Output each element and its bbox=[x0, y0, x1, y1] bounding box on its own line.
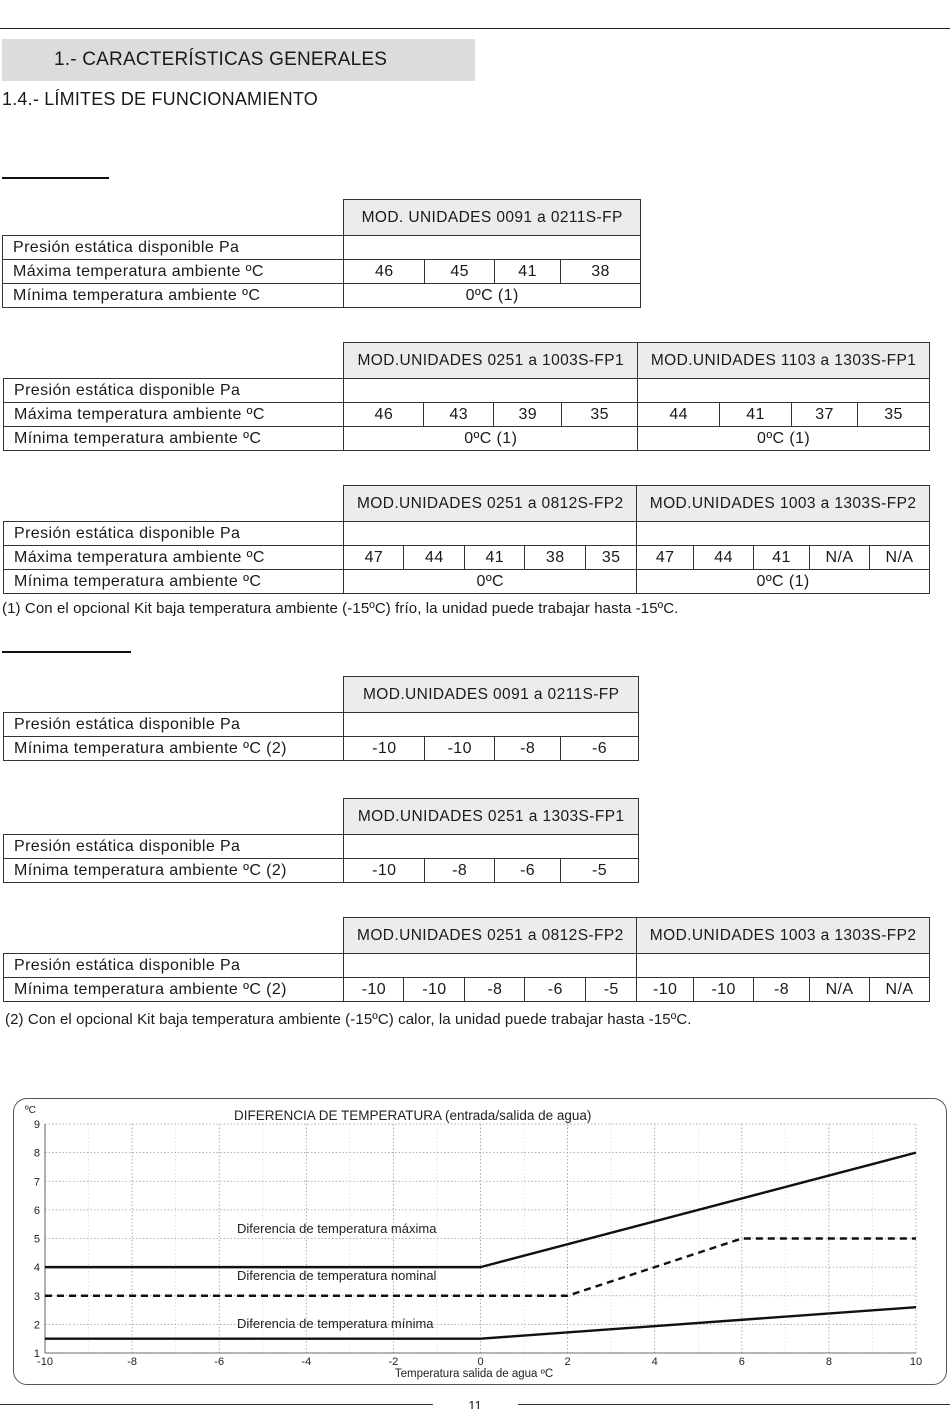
row-label-pressure: Presión estática disponible Pa bbox=[4, 379, 344, 403]
heating-limits-table-3 bbox=[3, 917, 930, 1002]
min-temp-cell: -8 bbox=[754, 978, 810, 1002]
x-axis-label: Temperatura salida de agua ºC bbox=[394, 1368, 554, 1380]
pressure-cell bbox=[344, 236, 641, 260]
y-tick-label: 9 bbox=[33, 1119, 40, 1131]
min-temp-cell: 0ºC bbox=[344, 570, 637, 594]
pressure-cell bbox=[344, 954, 637, 978]
max-temp-cell: 35 bbox=[562, 403, 638, 427]
max-temp-cell: 45 bbox=[425, 260, 495, 284]
row-label-min-temp: Mínima temperatura ambiente ºC bbox=[3, 284, 344, 308]
heating-footnote: (2) Con el opcional Kit baja temperatura ambiente (-15ºC) calor, la unidad puede trabajar hasta -15ºC. bbox=[5, 1011, 692, 1028]
chart-title: DIFERENCIA DE TEMPERATURA (entrada/salida de agua) bbox=[234, 1108, 592, 1123]
series-label: Diferencia de temperatura máxima bbox=[237, 1221, 437, 1236]
pressure-cell bbox=[637, 522, 930, 546]
min-temp-cell: 0ºC (1) bbox=[638, 427, 930, 451]
cooling-heading-rule bbox=[2, 177, 109, 179]
model-header: MOD.UNIDADES 0091 a 0211S-FP bbox=[344, 677, 639, 713]
min-temp-cell: -10 bbox=[404, 978, 465, 1002]
pressure-cell bbox=[344, 835, 639, 859]
model-header: MOD.UNIDADES 0251 a 0812S-FP2 bbox=[344, 486, 637, 522]
min-temp-cell: -8 bbox=[465, 978, 525, 1002]
y-tick-label: 8 bbox=[33, 1147, 40, 1160]
y-tick-label: 1 bbox=[33, 1348, 40, 1360]
min-temp-cell: -5 bbox=[561, 859, 639, 883]
series-line bbox=[45, 1307, 916, 1338]
row-label-max-temp: Máxima temperatura ambiente ºC bbox=[4, 403, 344, 427]
x-tick-label: -8 bbox=[127, 1356, 137, 1368]
max-temp-cell: 46 bbox=[344, 403, 424, 427]
heating-limits-table-1 bbox=[3, 676, 639, 761]
min-temp-cell: -5 bbox=[586, 978, 637, 1002]
pressure-cell bbox=[344, 713, 639, 737]
cooling-limits-table-3 bbox=[3, 485, 930, 594]
max-temp-cell: 41 bbox=[465, 546, 525, 570]
x-tick-label: -6 bbox=[214, 1356, 225, 1368]
row-label-max-temp: Máxima temperatura ambiente ºC bbox=[3, 260, 344, 284]
max-temp-cell: 41 bbox=[495, 260, 561, 284]
pressure-cell bbox=[344, 522, 637, 546]
x-tick-label: -4 bbox=[301, 1356, 312, 1368]
x-tick-label: 8 bbox=[825, 1356, 832, 1368]
subsection-title: 1.4.- LÍMITES DE FUNCIONAMIENTO bbox=[2, 89, 318, 109]
pressure-cell bbox=[344, 379, 638, 403]
x-tick-label: 2 bbox=[564, 1356, 571, 1368]
max-temp-cell: 44 bbox=[694, 546, 754, 570]
min-temp-cell: -6 bbox=[495, 859, 561, 883]
x-tick-label: 6 bbox=[738, 1356, 745, 1368]
y-tick-label: 6 bbox=[33, 1204, 40, 1217]
min-temp-cell: -10 bbox=[344, 978, 404, 1002]
model-header: MOD.UNIDADES 1003 a 1303S-FP2 bbox=[637, 486, 930, 522]
max-temp-cell: 44 bbox=[404, 546, 465, 570]
model-header: MOD. UNIDADES 0091 a 0211S-FP bbox=[344, 200, 641, 236]
min-temp-cell: -8 bbox=[425, 859, 495, 883]
model-header: MOD.UNIDADES 0251 a 0812S-FP2 bbox=[344, 918, 637, 954]
row-label-pressure: Presión estática disponible Pa bbox=[4, 954, 344, 978]
y-tick-label: 7 bbox=[33, 1176, 40, 1189]
model-header: MOD.UNIDADES 0251 a 1303S-FP1 bbox=[344, 799, 639, 835]
section-title: 1.- CARACTERÍSTICAS GENERALES bbox=[2, 39, 475, 81]
y-tick-label: 5 bbox=[33, 1233, 40, 1246]
x-tick-label: -10 bbox=[37, 1356, 53, 1368]
max-temp-cell: 43 bbox=[424, 403, 494, 427]
min-temp-cell: -10 bbox=[344, 859, 425, 883]
y-axis-label: ºC bbox=[25, 1105, 36, 1116]
row-label-pressure: Presión estática disponible Pa bbox=[4, 522, 344, 546]
row-label-min-temp: Mínima temperatura ambiente ºC (2) bbox=[4, 859, 344, 883]
max-temp-cell: 35 bbox=[857, 403, 929, 427]
min-temp-cell: -10 bbox=[344, 737, 425, 761]
min-temp-cell: -6 bbox=[561, 737, 639, 761]
cooling-limits-table-2 bbox=[3, 342, 930, 451]
y-tick-label: 2 bbox=[33, 1319, 40, 1332]
max-temp-cell: 47 bbox=[637, 546, 694, 570]
min-temp-cell: N/A bbox=[810, 978, 870, 1002]
max-temp-cell: 41 bbox=[754, 546, 810, 570]
cooling-footnote: (1) Con el opcional Kit baja temperatura ambiente (-15ºC) frío, la unidad puede trabajar hasta -15ºC. bbox=[2, 600, 679, 617]
model-header: MOD.UNIDADES 0251 a 1003S-FP1 bbox=[344, 343, 638, 379]
top-rule bbox=[0, 28, 950, 29]
temperature-difference-chart bbox=[0, 1090, 950, 1390]
max-temp-cell: 37 bbox=[792, 403, 858, 427]
row-label-min-temp: Mínima temperatura ambiente ºC (2) bbox=[4, 978, 344, 1002]
row-label-pressure: Presión estática disponible Pa bbox=[4, 835, 344, 859]
y-tick-label: 4 bbox=[33, 1262, 40, 1275]
max-temp-cell: 44 bbox=[638, 403, 720, 427]
x-tick-label: 4 bbox=[651, 1356, 658, 1368]
heating-heading-rule bbox=[2, 651, 131, 653]
min-temp-cell: 0ºC (1) bbox=[344, 284, 641, 308]
row-label-pressure: Presión estática disponible Pa bbox=[3, 236, 344, 260]
min-temp-cell: -10 bbox=[694, 978, 754, 1002]
max-temp-cell: 41 bbox=[720, 403, 792, 427]
x-tick-label: 10 bbox=[909, 1356, 923, 1368]
row-label-min-temp: Mínima temperatura ambiente ºC (2) bbox=[4, 737, 344, 761]
heating-limits-table-2 bbox=[3, 798, 639, 883]
x-tick-label: -2 bbox=[388, 1356, 399, 1368]
min-temp-cell: 0ºC (1) bbox=[344, 427, 638, 451]
pressure-cell bbox=[637, 954, 930, 978]
model-header: MOD.UNIDADES 1103 a 1303S-FP1 bbox=[638, 343, 930, 379]
pressure-cell bbox=[638, 379, 930, 403]
max-temp-cell: 35 bbox=[586, 546, 637, 570]
max-temp-cell: 38 bbox=[525, 546, 586, 570]
y-tick-label: 3 bbox=[33, 1290, 40, 1303]
min-temp-cell: -10 bbox=[637, 978, 694, 1002]
x-tick-label: 0 bbox=[477, 1356, 484, 1368]
min-temp-cell: N/A bbox=[869, 978, 929, 1002]
row-label-max-temp: Máxima temperatura ambiente ºC bbox=[4, 546, 344, 570]
max-temp-cell: N/A bbox=[869, 546, 929, 570]
row-label-min-temp: Mínima temperatura ambiente ºC bbox=[4, 570, 344, 594]
cooling-limits-table-1 bbox=[2, 199, 641, 308]
model-header: MOD.UNIDADES 1003 a 1303S-FP2 bbox=[637, 918, 930, 954]
max-temp-cell: 47 bbox=[344, 546, 404, 570]
max-temp-cell: 39 bbox=[494, 403, 562, 427]
max-temp-cell: 46 bbox=[344, 260, 425, 284]
max-temp-cell: N/A bbox=[810, 546, 870, 570]
row-label-pressure: Presión estática disponible Pa bbox=[4, 713, 344, 737]
max-temp-cell: 38 bbox=[561, 260, 641, 284]
series-label: Diferencia de temperatura nominal bbox=[237, 1268, 437, 1283]
min-temp-cell: 0ºC (1) bbox=[637, 570, 930, 594]
min-temp-cell: -10 bbox=[425, 737, 495, 761]
min-temp-cell: -8 bbox=[495, 737, 561, 761]
series-label: Diferencia de temperatura mínima bbox=[237, 1316, 434, 1331]
page-number: 11 bbox=[468, 1398, 482, 1409]
min-temp-cell: -6 bbox=[525, 978, 586, 1002]
row-label-min-temp: Mínima temperatura ambiente ºC bbox=[4, 427, 344, 451]
